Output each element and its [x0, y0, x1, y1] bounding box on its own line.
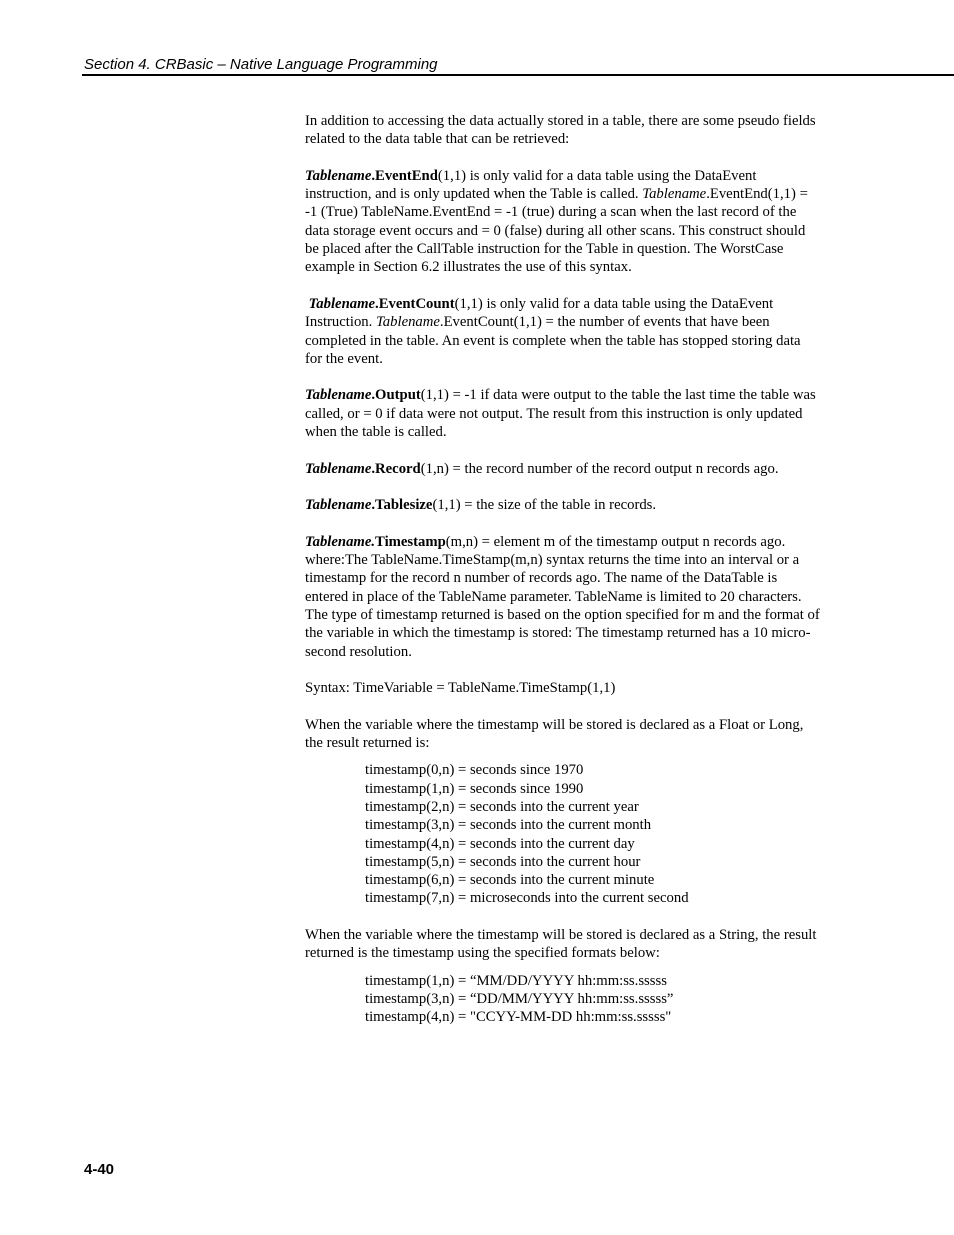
list-item: timestamp(4,n) = seconds into the current day — [365, 835, 635, 852]
syntax-line: Syntax: TimeVariable = TableName.TimeStamp(1,1) — [305, 680, 616, 697]
intro-paragraph: In addition to accessing the data actually stored in a table, there are some pseudo fields related to the data table that can be retrieved: — [305, 113, 816, 148]
list-item: timestamp(6,n) = seconds into the current minute — [365, 872, 655, 889]
list-item: timestamp(4,n) = "CCYY-MM-DD hh:mm:ss.sssss" — [365, 1009, 672, 1026]
running-header: Section 4. CRBasic – Native Language Programming — [84, 56, 438, 73]
event-end-paragraph: Tablename.EventEnd(1,1) is only valid for a data table using the DataEvent instruction, and is only updated when the Table is called. Tablename.EventEnd(1,1) = -1 (True) TableName.EventEnd = -1 (true) during a scan when the last record of the data storage event occurs and = 0 (false) during all other scans. This construct should be placed after the CallTable instruction for the Table in question. The WorstCase example in Section 6.2 illustrates the use of this syntax. — [305, 167, 808, 276]
float-intro-paragraph: When the variable where the timestamp will be stored is declared as a Float or Long, the result returned is: — [305, 716, 804, 752]
tablesize-paragraph: Tablename.Tablesize(1,1) = the size of the table in records. — [305, 497, 657, 514]
list-item: timestamp(3,n) = seconds into the current month — [365, 817, 652, 834]
field-name: Timestamp — [375, 533, 446, 550]
field-name: .Output — [371, 387, 421, 404]
page-body — [305, 112, 820, 1027]
tablename-term: Tablename — [305, 460, 372, 477]
string-timestamp-list — [365, 972, 820, 1027]
list-item: timestamp(0,n) = seconds since 1970 — [365, 762, 584, 779]
list-item: timestamp(3,n) = “DD/MM/YYYY hh:mm:ss.sssss” — [365, 990, 674, 1007]
record-paragraph: Tablename.Record(1,n) = the record number of the record output n records ago. — [305, 460, 779, 477]
tablename-term: Tablename — [305, 497, 372, 514]
field-name: .Record — [371, 460, 421, 477]
header-rule — [82, 74, 954, 76]
field-name: .EventEnd — [371, 167, 438, 184]
tablename-term: Tablename — [308, 295, 376, 312]
timestamp-paragraph: Tablename.Timestamp(m,n) = element m of the timestamp output n records ago. where:The TableName.TimeStamp(m,n) syntax returns the time into an interval or a timestamp for the record n number of records ago. The name of the DataTable is entered in place of the TableName parameter. TableName is limited to 20 characters. The type of timestamp returned is based on the option specified for m and the format of the variable in which the timestamp is stored: The timestamp returned has a 10 micro-second resolution. — [305, 533, 820, 660]
field-name: .Tablesize — [371, 497, 433, 514]
page-number: 4-40 — [84, 1161, 115, 1178]
list-item: timestamp(1,n) = “MM/DD/YYYY hh:mm:ss.sssss — [365, 972, 667, 989]
list-item: timestamp(7,n) = microseconds into the current second — [365, 890, 689, 907]
tablename-term: Tablename — [305, 387, 372, 404]
event-count-paragraph: Tablename.EventCount(1,1) is only valid for a data table using the DataEvent Instruction. Tablename.EventCount(1,1) = the number of events that have been completed in the table. An event is complete when the table has stopped storing data for the event. — [305, 295, 801, 367]
string-intro-paragraph: When the variable where the timestamp will be stored is declared as a String, the result returned is the timestamp using the specified formats below: — [305, 927, 817, 962]
list-item: timestamp(2,n) = seconds into the current year — [365, 798, 639, 815]
tablename-term: Tablename. — [305, 533, 376, 550]
list-item: timestamp(1,n) = seconds since 1990 — [365, 780, 584, 797]
float-timestamp-list — [365, 761, 820, 907]
list-item: timestamp(5,n) = seconds into the current hour — [365, 853, 641, 870]
output-paragraph: Tablename.Output(1,1) = -1 if data were output to the table the last time the table was called, or = 0 if data were not output. The result from this instruction is only updated when the table is called. — [305, 387, 816, 441]
field-name: .EventCount — [375, 295, 455, 312]
tablename-term: Tablename — [305, 167, 372, 184]
